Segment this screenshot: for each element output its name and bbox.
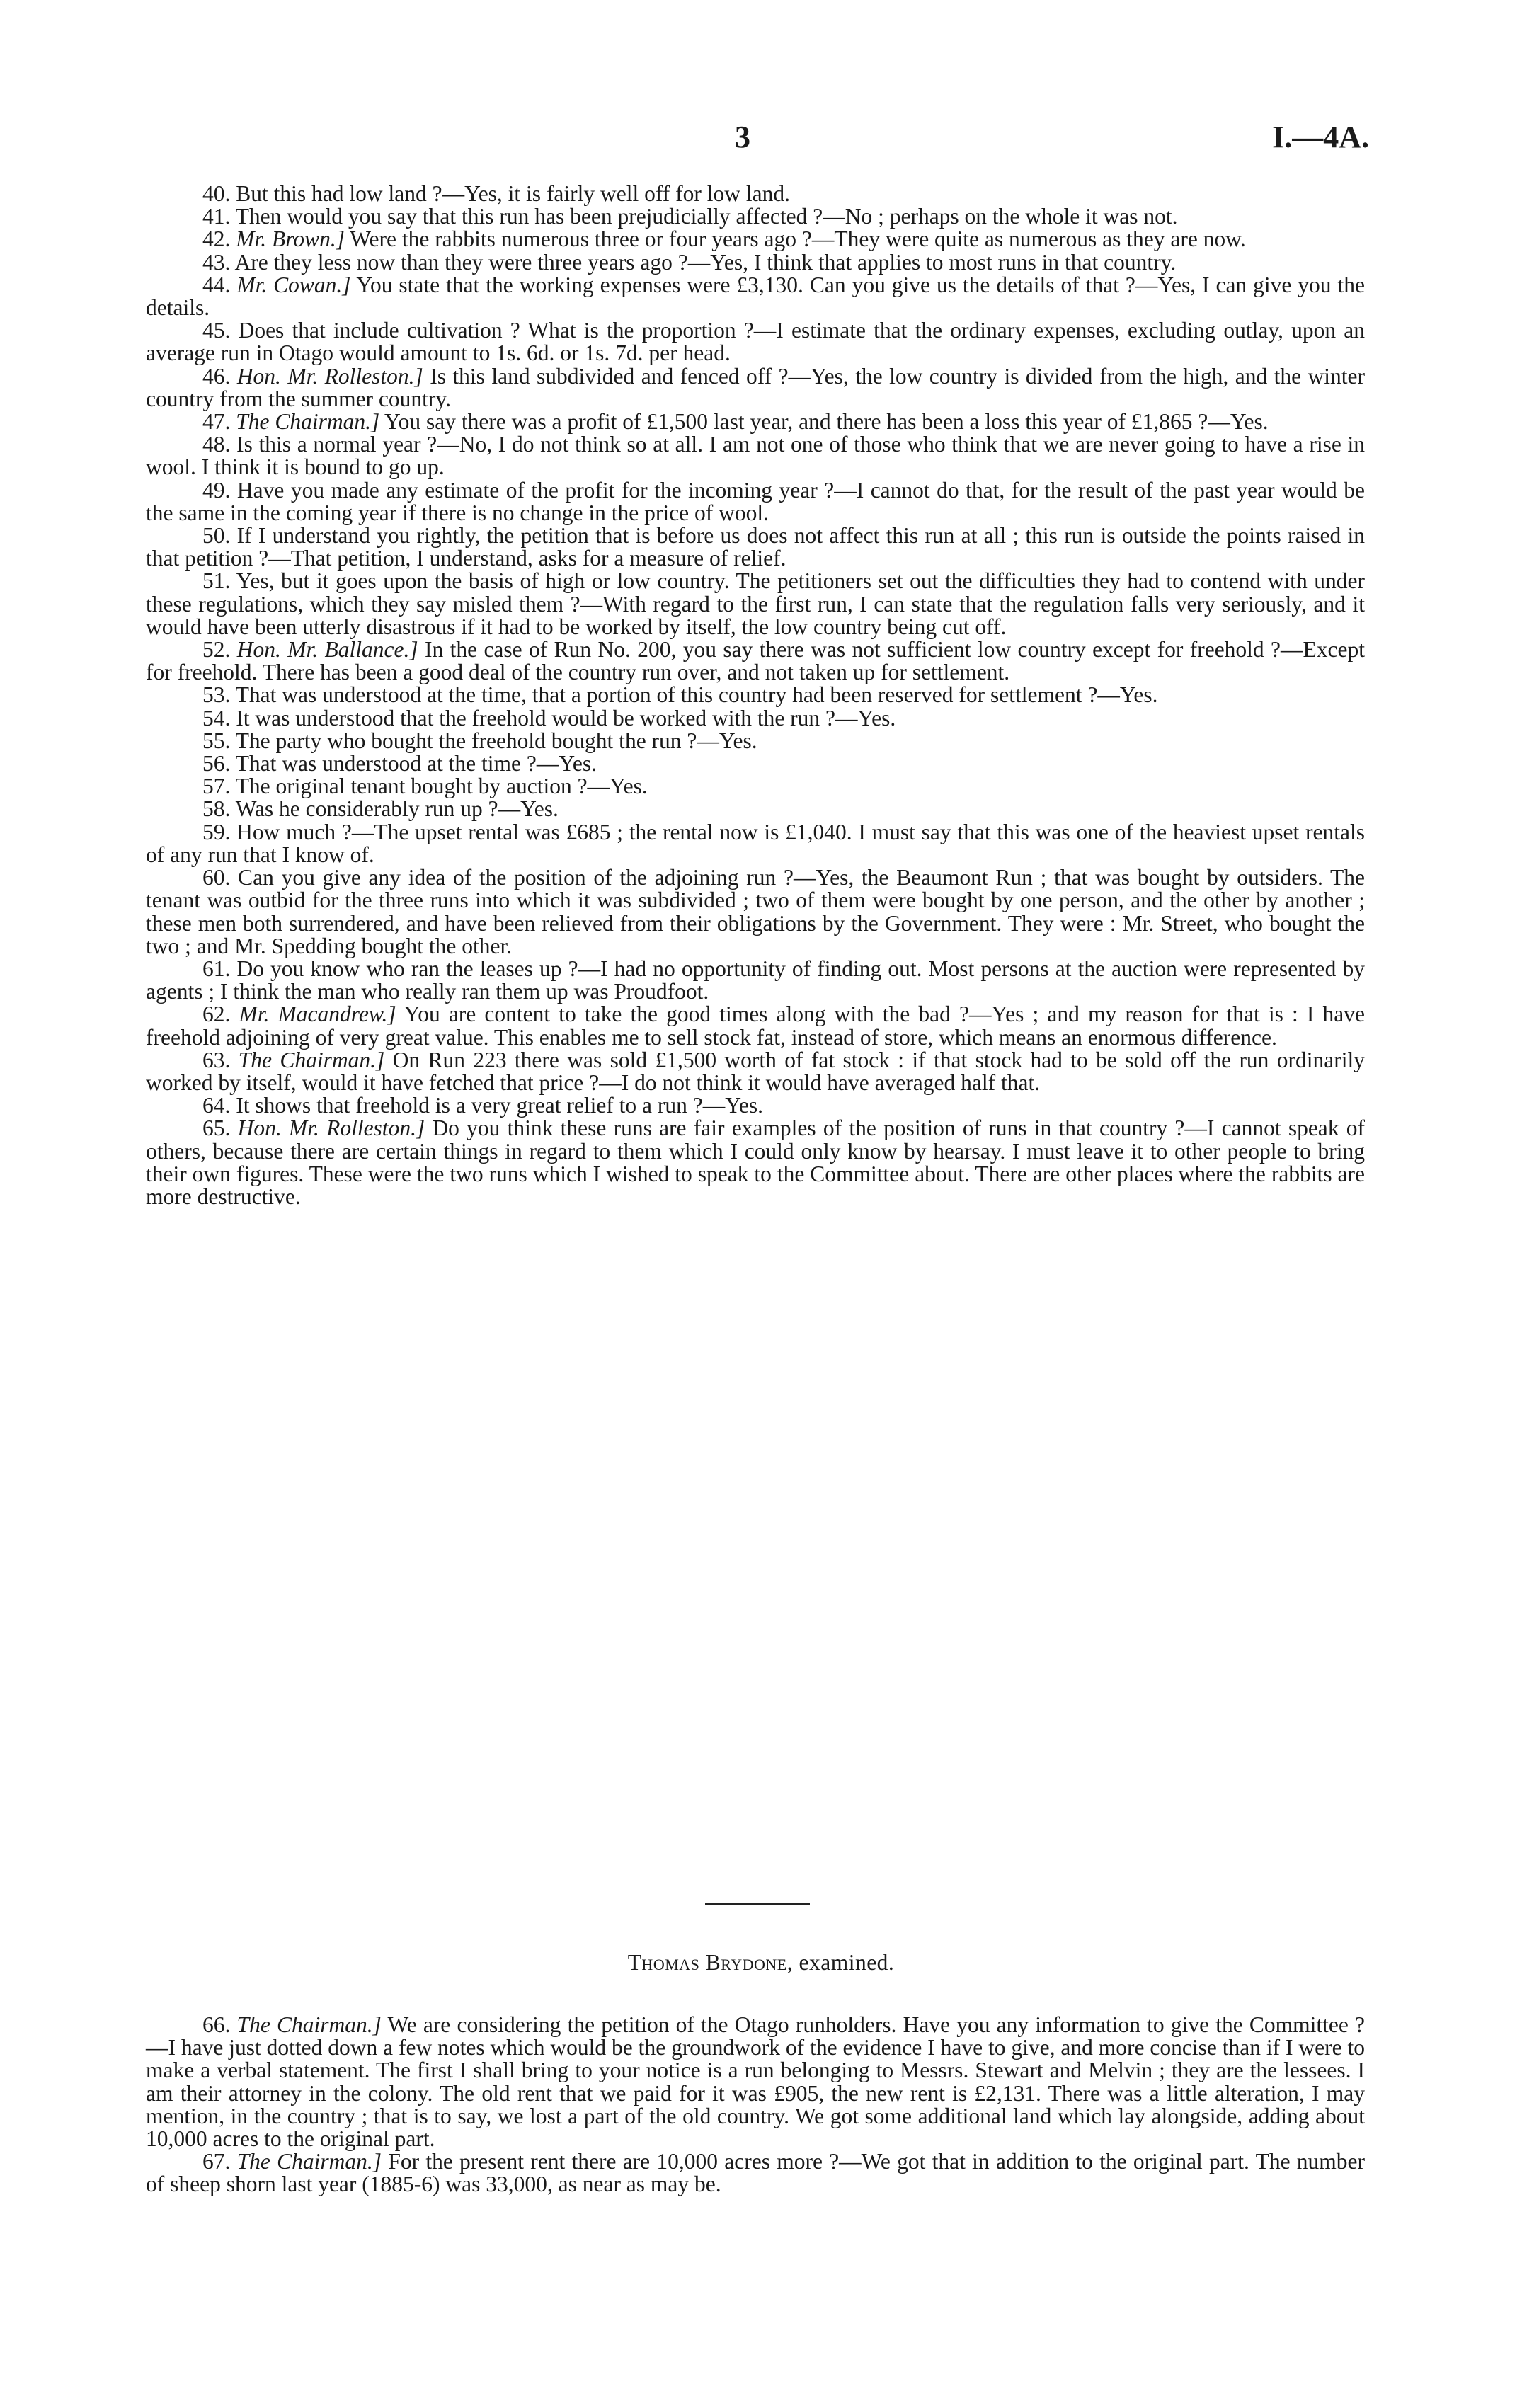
- question-number: 41.: [202, 204, 231, 229]
- question-text: Do you know who ran the leases up ?—I had no opportunity of finding out. Most persons at the auction were represented by agents ; I think the man who really ran them up was Proudfoot.: [146, 956, 1365, 1004]
- question-text: We are considering the petition of the Otago runholders. Have you any information to give the Committee ?—I have just dotted down a few notes which would be the groundwork of the evidence I have to give, and more concise than if I were to make a verbal statement. The first I shall bring to your notice is a run belonging to Messrs. Stewart and Melvin ; they are the lessees. I am their attorney in the colony. The old rent that we paid for it was £905, the new rent is £2,131. There was a little alteration, I may mention, in the country ; that is to say, we lost a part of the old country. We got some additional land which lay alongside, adding about 10,000 acres to the original part.: [146, 2012, 1366, 2152]
- question-paragraph: [146, 1094, 1365, 1117]
- question-number: 40.: [202, 181, 231, 206]
- speaker-label: Hon. Mr. Rolleston.]: [236, 363, 423, 389]
- question-number: 47.: [202, 409, 231, 435]
- question-number: 44.: [202, 272, 231, 297]
- question-text: Is this land subdivided and fenced off ?—Yes, the low country is divided from the high, and the winter country from the summer country.: [146, 363, 1366, 411]
- question-paragraph: [146, 958, 1365, 1003]
- question-number: 63.: [202, 1047, 231, 1072]
- question-number: 66.: [202, 2012, 231, 2037]
- question-number: 60.: [202, 865, 231, 890]
- section-divider: [705, 1903, 810, 1905]
- question-paragraph: [146, 821, 1365, 866]
- question-paragraph: [146, 433, 1365, 478]
- question-text: That was understood at the time, that a portion of this country had been reserved for settlement ?—Yes.: [235, 682, 1158, 708]
- evidence-text-continued: [146, 2014, 1365, 2196]
- question-text: Yes, but it goes upon the basis of high or low country. The petitioners set out the difficulties they had to contend with under these regulations, which they say misled them ?—With regard to the first run, I can state that the regulation falls very seriously, and it would have been utterly disastrous if it had to be worked by itself, the low country being cut off.: [146, 568, 1365, 639]
- question-paragraph: [146, 274, 1365, 319]
- question-paragraph: [146, 730, 1365, 752]
- question-paragraph: [146, 775, 1365, 798]
- question-paragraph: [146, 205, 1365, 228]
- question-number: 50.: [202, 523, 231, 549]
- question-text: If I understand you rightly, the petition that is before us does not affect this run at all ; this run is outside the points raised in that petition ?—That petition, I understand, asks for a measure of relief.: [146, 523, 1365, 571]
- document-reference: I.—4A.: [1272, 120, 1369, 154]
- question-number: 42.: [202, 227, 231, 252]
- question-text: Does that include cultivation ? What is the proportion ?—I estimate that the ordinary expenses, excluding outlay, upon an average run in Otago would amount to 1s. 6d. or 1s. 7d. per head.: [146, 318, 1366, 366]
- question-paragraph: [146, 752, 1365, 775]
- question-paragraph: [146, 2014, 1365, 2150]
- question-paragraph: [146, 638, 1365, 684]
- question-number: 58.: [202, 796, 231, 822]
- witness-suffix: , examined.: [786, 1950, 895, 1975]
- question-text: Do you think these runs are fair examples of the position of runs in that country ?—I cannot speak of others, because there are certain things in regard to them which I could only know by hearsay. I must leave it to other people to bring their own figures. These were the two runs which I wished to speak to the Committee about. There are other places where the rabbits are more destructive.: [146, 1116, 1366, 1209]
- question-text: It was understood that the freehold would be worked with the run ?—Yes.: [236, 705, 896, 730]
- question-text: Is this a normal year ?—No, I do not think so at all. I am not one of those who think that we are never going to have a rise in wool. I think it is bound to go up.: [146, 432, 1366, 480]
- question-paragraph: [146, 707, 1365, 730]
- question-text: The party who bought the freehold bought the run ?—Yes.: [235, 728, 757, 753]
- question-text: The original tenant bought by auction ?—Yes.: [235, 774, 648, 799]
- speaker-label: The Chairman.]: [236, 409, 380, 435]
- question-number: 57.: [202, 774, 231, 799]
- question-paragraph: [146, 183, 1365, 205]
- speaker-label: Mr. Brown.]: [236, 227, 345, 252]
- question-number: 55.: [202, 728, 231, 753]
- question-number: 61.: [202, 956, 231, 981]
- question-text: In the case of Run No. 200, you say there was not sufficient low country except for freehold ?—Except for freehold. There has been a good deal of the country run over, and not taken up for settlement.: [146, 637, 1365, 685]
- question-text: How much ?—The upset rental was £685 ; the rental now is £1,040. I must say that this was one of the heaviest upset rentals of any run that I know of.: [146, 819, 1365, 867]
- question-paragraph: [146, 1117, 1365, 1208]
- question-text: You state that the working expenses were £3,130. Can you give us the details of that ?—Yes, I can give you the details.: [146, 272, 1365, 321]
- question-text: But this had low land ?—Yes, it is fairly well off for low land.: [236, 181, 791, 206]
- question-text: Have you made any estimate of the profit for the incoming year ?—I cannot do that, for the result of the past year would be the same in the coming year if there is no change in the price of wool.: [146, 477, 1366, 525]
- question-paragraph: [146, 251, 1365, 274]
- question-paragraph: [146, 866, 1365, 958]
- question-paragraph: [146, 684, 1365, 706]
- question-paragraph: [146, 411, 1365, 433]
- question-text: Are they less now than they were three years ago ?—Yes, I think that applies to most runs in that country.: [234, 249, 1177, 275]
- question-text: On Run 223 there was sold £1,500 worth of fat stock : if that stock had to be sold off the run ordinarily worked by itself, would it have fetched that price ?—I do not think it would have averaged half that.: [146, 1047, 1366, 1095]
- question-text: For the present rent there are 10,000 acres more ?—We got that in addition to the original part. The number of sheep shorn last year (1885-6) was 33,000, as near as may be.: [146, 2149, 1366, 2197]
- speaker-label: The Chairman.]: [236, 2012, 382, 2037]
- question-number: 67.: [202, 2149, 231, 2174]
- question-text: It shows that freehold is a very great relief to a run ?—Yes.: [236, 1093, 763, 1118]
- question-paragraph: [146, 365, 1365, 411]
- speaker-label: Mr. Macandrew.]: [239, 1002, 396, 1027]
- question-number: 49.: [202, 477, 231, 503]
- question-paragraph: [146, 228, 1365, 251]
- question-number: 56.: [202, 751, 231, 776]
- question-paragraph: [146, 798, 1365, 820]
- witness-name: Thomas Brydone: [627, 1950, 787, 1975]
- question-number: 48.: [202, 432, 231, 457]
- question-text: Can you give any idea of the position of the adjoining run ?—Yes, the Beaumont Run ; that was bought by outsiders. The tenant was outbid for the three runs into which it was subdivided ; two of them were bought by one person, and the other by another ; these men both surrendered, and have been relieved from their obligations by the Government. They were : Mr. Street, who bought the two ; and Mr. Spedding bought the other.: [146, 865, 1365, 958]
- question-number: 53.: [202, 682, 231, 708]
- question-number: 64.: [202, 1093, 231, 1118]
- question-number: 62.: [202, 1002, 231, 1027]
- speaker-label: Mr. Cowan.]: [236, 272, 351, 297]
- question-paragraph: [146, 319, 1365, 365]
- question-text: Were the rabbits numerous three or four years ago ?—They were quite as numerous as they are now.: [350, 227, 1246, 252]
- question-paragraph: [146, 1049, 1365, 1094]
- question-paragraph: [146, 2150, 1365, 2196]
- page-number: 3: [735, 120, 750, 154]
- question-text: That was understood at the time ?—Yes.: [235, 751, 597, 776]
- question-number: 54.: [202, 705, 231, 730]
- question-number: 65.: [202, 1116, 231, 1141]
- speaker-label: Hon. Mr. Ballance.]: [236, 637, 418, 663]
- page-header: [0, 119, 1522, 161]
- question-number: 43.: [202, 249, 231, 275]
- question-number: 59.: [202, 819, 231, 844]
- speaker-label: The Chairman.]: [236, 2149, 382, 2174]
- question-paragraph: [146, 570, 1365, 638]
- question-number: 46.: [202, 363, 231, 389]
- witness-heading: [0, 1950, 1522, 1976]
- question-text: Was he considerably run up ?—Yes.: [235, 796, 559, 822]
- question-text: You are content to take the good times along with the bad ?—Yes ; and my reason for that is : I have freehold adjoining of very great value. This enables me to sell stock fat, instead of store, which means an enormous difference.: [146, 1002, 1365, 1050]
- question-paragraph: [146, 479, 1365, 524]
- question-number: 52.: [202, 637, 231, 663]
- question-text: Then would you say that this run has been prejudicially affected ?—No ; perhaps on the whole it was not.: [235, 204, 1178, 229]
- question-text: You say there was a profit of £1,500 last year, and there has been a loss this year of £1,865 ?—Yes.: [384, 409, 1269, 435]
- question-number: 51.: [202, 568, 231, 594]
- question-paragraph: [146, 524, 1365, 570]
- speaker-label: Hon. Mr. Rolleston.]: [237, 1116, 425, 1141]
- question-paragraph: [146, 1003, 1365, 1048]
- speaker-label: The Chairman.]: [238, 1047, 385, 1072]
- evidence-text: [146, 183, 1365, 1208]
- question-number: 45.: [202, 318, 231, 343]
